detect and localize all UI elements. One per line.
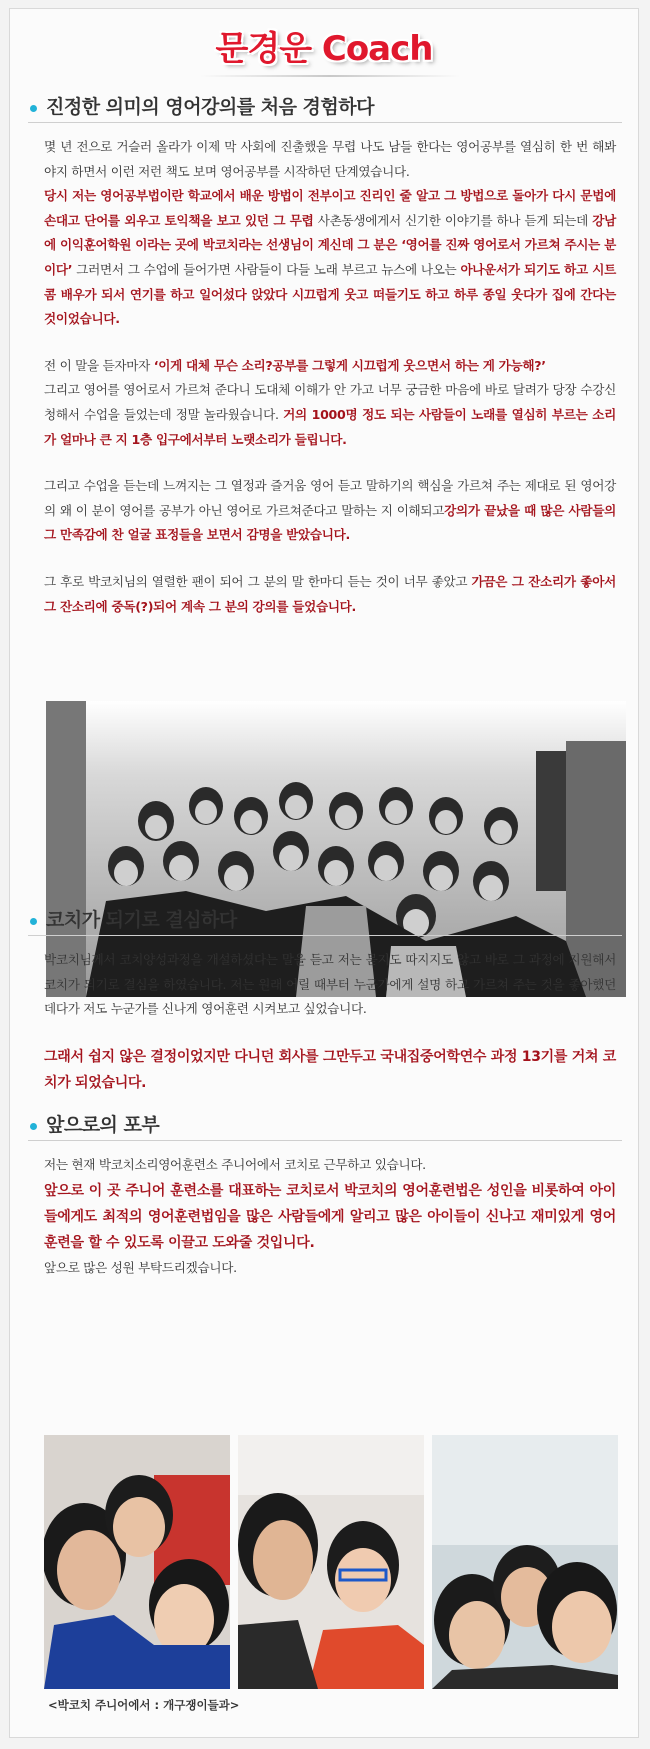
photo-1 xyxy=(44,1435,230,1689)
paragraph xyxy=(44,1256,616,1281)
section-title: 앞으로의 포부 xyxy=(46,1114,160,1136)
section-header xyxy=(28,905,622,936)
highlight-text: 가끔은 그 잔소리가 좋아서 그 잔소리에 중독(?)되어 계속 그 분의 강의를 들었습니다. xyxy=(44,573,616,614)
highlight-text: 앞으로 이 곳 주니어 훈련소를 대표하는 코치로서 박코치의 영어훈련법은 성인을 비롯하여 아이들에게도 최적의 영어훈련법임을 많은 사람들에게 알리고 많은 아이들이 신나고 재미있게 영어훈련을 할 수 있도록 이끌고 도와줄 것입니다. xyxy=(44,1182,616,1251)
section-title: 진정한 의미의 영어강의를 처음 경험하다 xyxy=(46,96,374,118)
paragraph xyxy=(44,474,616,548)
photo-row xyxy=(44,1435,628,1691)
paragraph xyxy=(44,1044,616,1096)
text: 사촌동생에게서 신기한 이야기를 하나 듣게 되는데 xyxy=(313,212,593,228)
paragraph xyxy=(44,135,616,184)
text: 그러면서 그 수업에 들어가면 사람들이 다들 노래 부르고 뉴스에 나오는 xyxy=(72,261,461,277)
text: 그리고 수업을 듣는데 느껴지는 그 열정과 즐거움 영어 듣고 말하기의 핵심을 가르쳐 주는 제대로 된 영어강의 왜 이 분이 영어를 공부가 아닌 영어로 가르쳐준다고 말하는 지 이해되고 xyxy=(44,478,616,518)
highlight-text: 아나운서가 되기도 하고 시트콤 배우가 되서 연기를 하고 일어섰다 앉았다 시끄럽게 웃고 떠들기도 하고 하루 종일 웃다가 집에 간다는 것이었습니다. xyxy=(44,261,616,327)
paragraph xyxy=(44,354,616,452)
paragraph xyxy=(44,948,616,1022)
photo-caption: <박코치 주니어에서 : 개구쟁이들과> xyxy=(48,1698,240,1712)
text: 그 후로 박코치님의 열렬한 팬이 되어 그 분의 말 한마디 듣는 것이 너무 좋았고 xyxy=(44,573,472,589)
paragraph xyxy=(44,184,616,332)
title-underline xyxy=(200,75,460,77)
section-title: 코치가 되기로 결심하다 xyxy=(46,909,237,931)
photo-1-image xyxy=(44,1435,230,1689)
photo-2 xyxy=(238,1435,424,1689)
highlight-text: ‘이게 대체 무슨 소리?공부를 그렇게 시끄럽게 웃으면서 하는 게 가능해?’ xyxy=(153,357,546,373)
highlight-text: 그래서 쉽지 않은 결정이었지만 다니던 회사를 그만두고 국내집중어학연수 과정 13기를 거쳐 코치가 되었습니다. xyxy=(44,1048,616,1091)
paragraph xyxy=(44,1153,616,1178)
bullet-icon xyxy=(30,1123,37,1130)
page-title: 문경운 Coach xyxy=(215,29,433,69)
bullet-icon xyxy=(30,105,37,112)
paragraph xyxy=(44,570,616,619)
text: 앞으로 많은 성원 부탁드리겠습니다. xyxy=(44,1259,237,1275)
photo-3 xyxy=(432,1435,618,1689)
section-experience xyxy=(28,92,622,619)
text: 몇 년 전으로 거슬러 올라가 이제 막 사회에 진출했을 무렵 나도 남들 한다는 영어공부를 열심히 한 번 해봐야지 하면서 이런 저런 책도 보며 영어공부를 시작하던 단계였습니다. xyxy=(44,139,616,179)
section-body xyxy=(28,1141,616,1280)
highlight-text: 거의 1000명 정도 되는 사람들이 노래를 열심히 부르는 소리가 얼마나 큰 지 1층 입구에서부터 노랫소리가 들립니다. xyxy=(44,406,616,447)
section-header xyxy=(28,92,622,123)
bullet-icon xyxy=(30,918,37,925)
section-body xyxy=(28,936,616,1096)
highlight-text: 강의가 끝났을 때 많은 사람들의 그 만족감에 찬 얼굴 표정들을 보면서 감명을 받았습니다. xyxy=(44,502,617,543)
text: 전 이 말을 듣자마자 xyxy=(44,357,154,373)
text: 박코치님께서 코치양성과정을 개설하셨다는 말을 듣고 저는 묻지도 따지지도 않고 바로 그 과정에 지원해서 코치가 되기로 결심을 하였습니다. 저는 원래 어릴 때부터 누군가에게 설명 하고 가르쳐 주는 것을 좋아했던 데다가 저도 누군가를 신나게 영어훈련 시켜보고 싶었습니다. xyxy=(44,952,616,1017)
page-container xyxy=(9,8,639,1738)
highlight-text: 당시 저는 영어공부법이란 학교에서 배운 방법이 전부이고 진리인 줄 알고 그 방법으로 돌아가 다시 문법에 손대고 단어를 외우고 토익책을 보고 있던 그 무렵 xyxy=(44,188,616,228)
text: 그리고 영어를 영어로서 가르쳐 준다니 도대체 이해가 안 가고 너무 궁금한 마음에 바로 달려가 당장 수강신청해서 수업을 들었는데 정말 놀라웠습니다. xyxy=(44,382,616,422)
section-aspiration xyxy=(28,1110,622,1280)
photo-3-image xyxy=(432,1435,618,1689)
text: 저는 현재 박코치소리영어훈련소 주니어에서 코치로 근무하고 있습니다. xyxy=(44,1157,426,1172)
photo-2-image xyxy=(238,1435,424,1689)
section-decision xyxy=(28,905,622,1096)
highlight-text: 강남에 이익훈어학원 이라는 곳에 박코치라는 선생님이 계신데 그 분은 ‘영어를 진짜 영어로서 가르쳐 주시는 분이다’ xyxy=(44,212,616,277)
paragraph xyxy=(44,1178,616,1256)
section-body xyxy=(28,123,616,619)
section-header xyxy=(28,1110,622,1141)
